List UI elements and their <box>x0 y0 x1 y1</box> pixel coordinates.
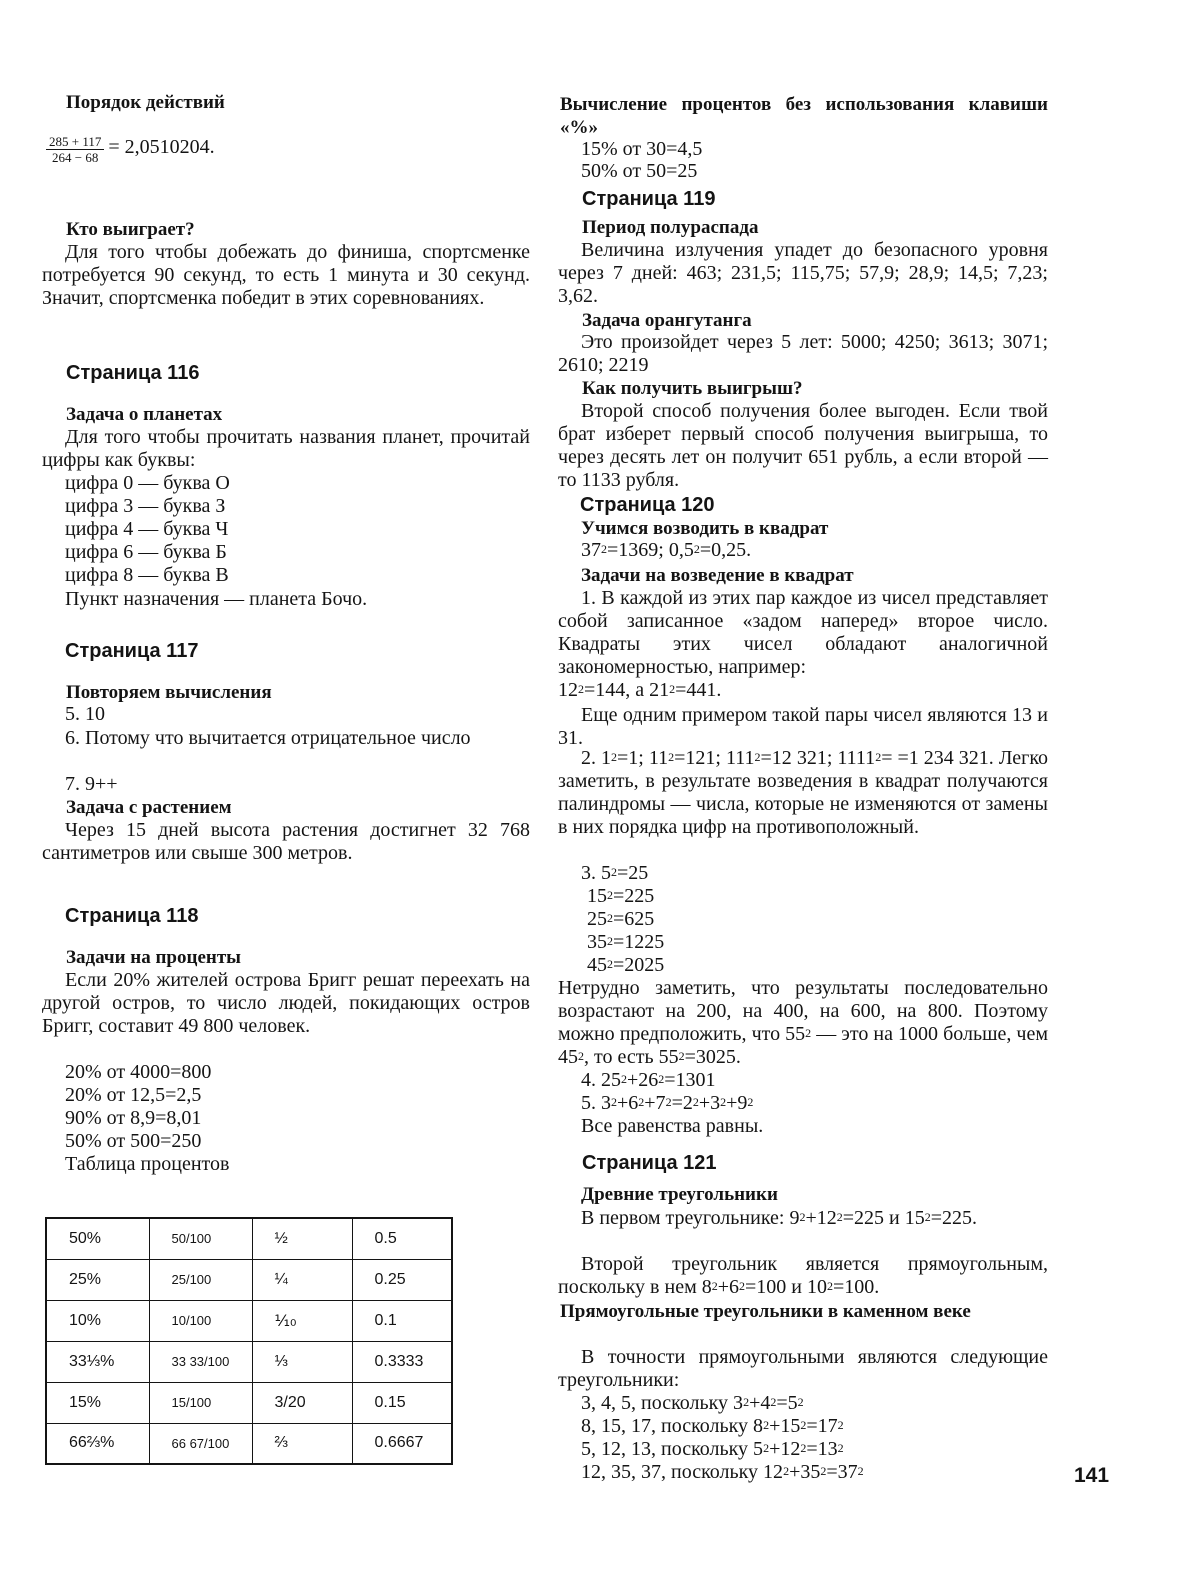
table-cell: 0.15 <box>352 1382 452 1423</box>
table-row <box>46 1300 452 1341</box>
table-cell: 0.6667 <box>352 1423 452 1464</box>
table-cell: 0.25 <box>352 1259 452 1300</box>
planet-line: цифра 6 — буква Б <box>65 541 227 563</box>
table-row <box>46 1423 452 1464</box>
task1-more: Еще одним примером такой пары чисел являются 13 и 31. <box>558 704 1048 749</box>
no-key-line: 15% от 30=4,5 <box>581 138 703 160</box>
task5-line: 5. $3^2+6^2+7^2=2^2+3^2+9^2$ <box>581 1092 754 1114</box>
plant-text: Через 15 дней высота растения достигнет 32 768 сантиметров или свыше 300 метров. <box>42 819 530 864</box>
stone-line: 3, 4, 5, поскольку $3^2+4^2=5^2$ <box>581 1392 804 1414</box>
task1-example: $12^2=144$, а $21^2=441$. <box>558 679 722 701</box>
table-cell: 33 33/100 <box>149 1341 252 1382</box>
heading-square-tasks: Задачи на возведение в квадрат <box>581 565 854 586</box>
fraction-denominator: 264 − 68 <box>52 150 99 165</box>
table-row <box>46 1259 452 1300</box>
task2-text: 2. $1^2=1$; $11^2=121$; $111^2=12$ 321; $1111^2= =1$ 234 321. Легко заметить, в результате возведения в квадрат получаются палиндромы — числа, которые не изменяются от замены в них порядка цифр на противоположный. <box>558 747 1049 838</box>
heading-plant: Задача с растением <box>66 797 232 818</box>
page-number: 141 <box>1074 1464 1110 1487</box>
page-heading-118: Страница 118 <box>65 905 199 927</box>
table-cell: 0.1 <box>352 1300 452 1341</box>
table-row <box>46 1382 452 1423</box>
percent-text: Если 20% жителей острова Бригг решат переехать на другой остров, то число людей, покидающих остров Бригг, составит 49 800 человек. <box>42 969 530 1037</box>
heading-repeat: Повторяем вычисления <box>66 682 272 703</box>
heading-who-wins: Кто выиграет? <box>66 219 195 240</box>
stone-line: 5, 12, 13, поскольку $5^2+12^2=13^2$ <box>581 1438 844 1460</box>
heading-square: Учимся возводить в квадрат <box>581 518 829 539</box>
fraction-result: = 2,0510204. <box>108 136 215 159</box>
stone-line: 12, 35, 37, поскольку $12^2+35^2=37^2$ <box>581 1461 864 1483</box>
fraction-numerator: 285 + 117 <box>46 134 104 150</box>
planet-line: цифра 0 — буква О <box>65 472 230 494</box>
page-heading-121: Страница 121 <box>582 1152 717 1174</box>
table-cell: 66⅔% <box>46 1423 149 1464</box>
percent-line: 50% от 500=250 <box>65 1130 202 1152</box>
heading-planets: Задача о планетах <box>66 404 223 425</box>
heading-order: Порядок действий <box>66 92 225 113</box>
page-heading-116: Страница 116 <box>66 362 200 384</box>
percent-line: 20% от 4000=800 <box>65 1061 212 1083</box>
table-cell: 15/100 <box>149 1382 252 1423</box>
planet-line: цифра 8 — буква В <box>65 564 229 586</box>
table-cell: 15% <box>46 1382 149 1423</box>
table-row <box>46 1341 452 1382</box>
table-cell: ⅓ <box>252 1341 352 1382</box>
table-cell: ⅒ <box>252 1300 352 1341</box>
page-heading-119: Страница 119 <box>582 188 716 210</box>
repeat-item-5: 5. 10 <box>65 703 105 725</box>
table-cell: 10% <box>46 1300 149 1341</box>
task3-text: Нетрудно заметить, что результаты последовательно возрастают на 200, на 400, на 600, на 800. Поэтому можно предположить, что $55^2$ — это на 1000 больше, чем $45^2$, то есть $55^2=3025$. <box>558 977 1048 1068</box>
win-text: Второй способ получения более выгоден. Если твой брат изберет первый способ получения выигрыша, то через десять лет он получит 651 рубль, а если второй — то 1133 рубля. <box>558 400 1048 491</box>
heading-halflife: Период полураспада <box>582 217 759 238</box>
table-cell: 25/100 <box>149 1259 252 1300</box>
ancient-text-2: Второй треугольник является прямоугольным, поскольку в нем $8^2+6^2=100$ и $10^2=100$. <box>558 1253 1048 1298</box>
fraction-expression <box>46 134 530 165</box>
table-cell: ¼ <box>252 1259 352 1300</box>
fraction <box>46 134 104 165</box>
planets-text: Для того чтобы прочитать названия планет, прочитай цифры как буквы: <box>42 426 530 471</box>
heading-win: Как получить выигрыш? <box>582 378 803 399</box>
heading-orangutan: Задача орангутанга <box>582 310 752 331</box>
stone-line: 8, 15, 17, поскольку $8^2+15^2=17^2$ <box>581 1415 844 1437</box>
table-cell: 0.5 <box>352 1218 452 1259</box>
table-row <box>46 1218 452 1259</box>
percent-table <box>45 1217 453 1465</box>
repeat-item-6: 6. Потому что вычитается отрицательное число <box>65 727 471 749</box>
heading-stone-age: Прямоугольные треугольники в каменном веке <box>560 1301 971 1322</box>
table-cell: 66 67/100 <box>149 1423 252 1464</box>
who-wins-text: Для того чтобы добежать до финиша, спортсменке потребуется 90 секунд, то есть 1 минута и 30 секунд. Значит, спортсменка победит в этих соревнованиях. <box>42 241 530 309</box>
stone-text: В точности прямоугольными являются следующие треугольники: <box>558 1346 1048 1391</box>
heading-percent: Задачи на проценты <box>66 947 241 968</box>
percent-line: 20% от 12,5=2,5 <box>65 1084 202 1106</box>
orangutan-text: Это произойдет через 5 лет: 5000; 4250; 3613; 3071; 2610; 2219 <box>558 331 1048 376</box>
no-key-line: 50% от 50=25 <box>581 160 698 182</box>
table-cell: ½ <box>252 1218 352 1259</box>
task3-line: $15^2=225$ <box>587 885 655 907</box>
planet-line: цифра 3 — буква З <box>65 495 226 517</box>
ancient-text-1: В первом треугольнике: $9^2+12^2=225$ и $15^2=225$. <box>581 1207 978 1229</box>
heading-no-key: Вычисление процентов без использования клавиши «%» <box>560 94 1048 138</box>
table-cell: 50/100 <box>149 1218 252 1259</box>
task3-line: $45^2=2025$ <box>587 954 665 976</box>
percent-table-caption: Таблица процентов <box>65 1153 230 1175</box>
all-equal-text: Все равенства равны. <box>581 1115 764 1137</box>
page-heading-120: Страница 120 <box>580 494 715 516</box>
repeat-item-7: 7. 9++ <box>65 773 118 795</box>
table-cell: 10/100 <box>149 1300 252 1341</box>
page-heading-117: Страница 117 <box>65 640 199 662</box>
heading-ancient: Древние треугольники <box>581 1184 778 1205</box>
task3-line: 3. $5^2=25$ <box>581 862 649 884</box>
table-cell: 50% <box>46 1218 149 1259</box>
halflife-text: Величина излучения упадет до безопасного уровня через 7 дней: 463; 231,5; 115,75; 57,9; 28,9; 14,5; 7,23; 3,62. <box>558 239 1048 307</box>
task3-line: $35^2=1225$ <box>587 931 665 953</box>
planet-destination: Пункт назначения — планета Бочо. <box>65 588 368 610</box>
percent-line: 90% от 8,9=8,01 <box>65 1107 202 1129</box>
task4-line: 4. $25^2+26^2=1301$ <box>581 1069 716 1091</box>
task1-text: 1. В каждой из этих пар каждое из чисел представляет собой записанное «задом наперед» второе число. Квадраты этих чисел обладают аналогичной закономерностью, например: <box>558 587 1048 678</box>
table-cell: ⅔ <box>252 1423 352 1464</box>
table-cell: 3/20 <box>252 1382 352 1423</box>
table-cell: 0.3333 <box>352 1341 452 1382</box>
planet-line: цифра 4 — буква Ч <box>65 518 229 540</box>
table-cell: 33⅓% <box>46 1341 149 1382</box>
table-cell: 25% <box>46 1259 149 1300</box>
square-text: $37^2=1369$; $0,5^2=0,25$. <box>581 539 752 561</box>
task3-line: $25^2=625$ <box>587 908 655 930</box>
